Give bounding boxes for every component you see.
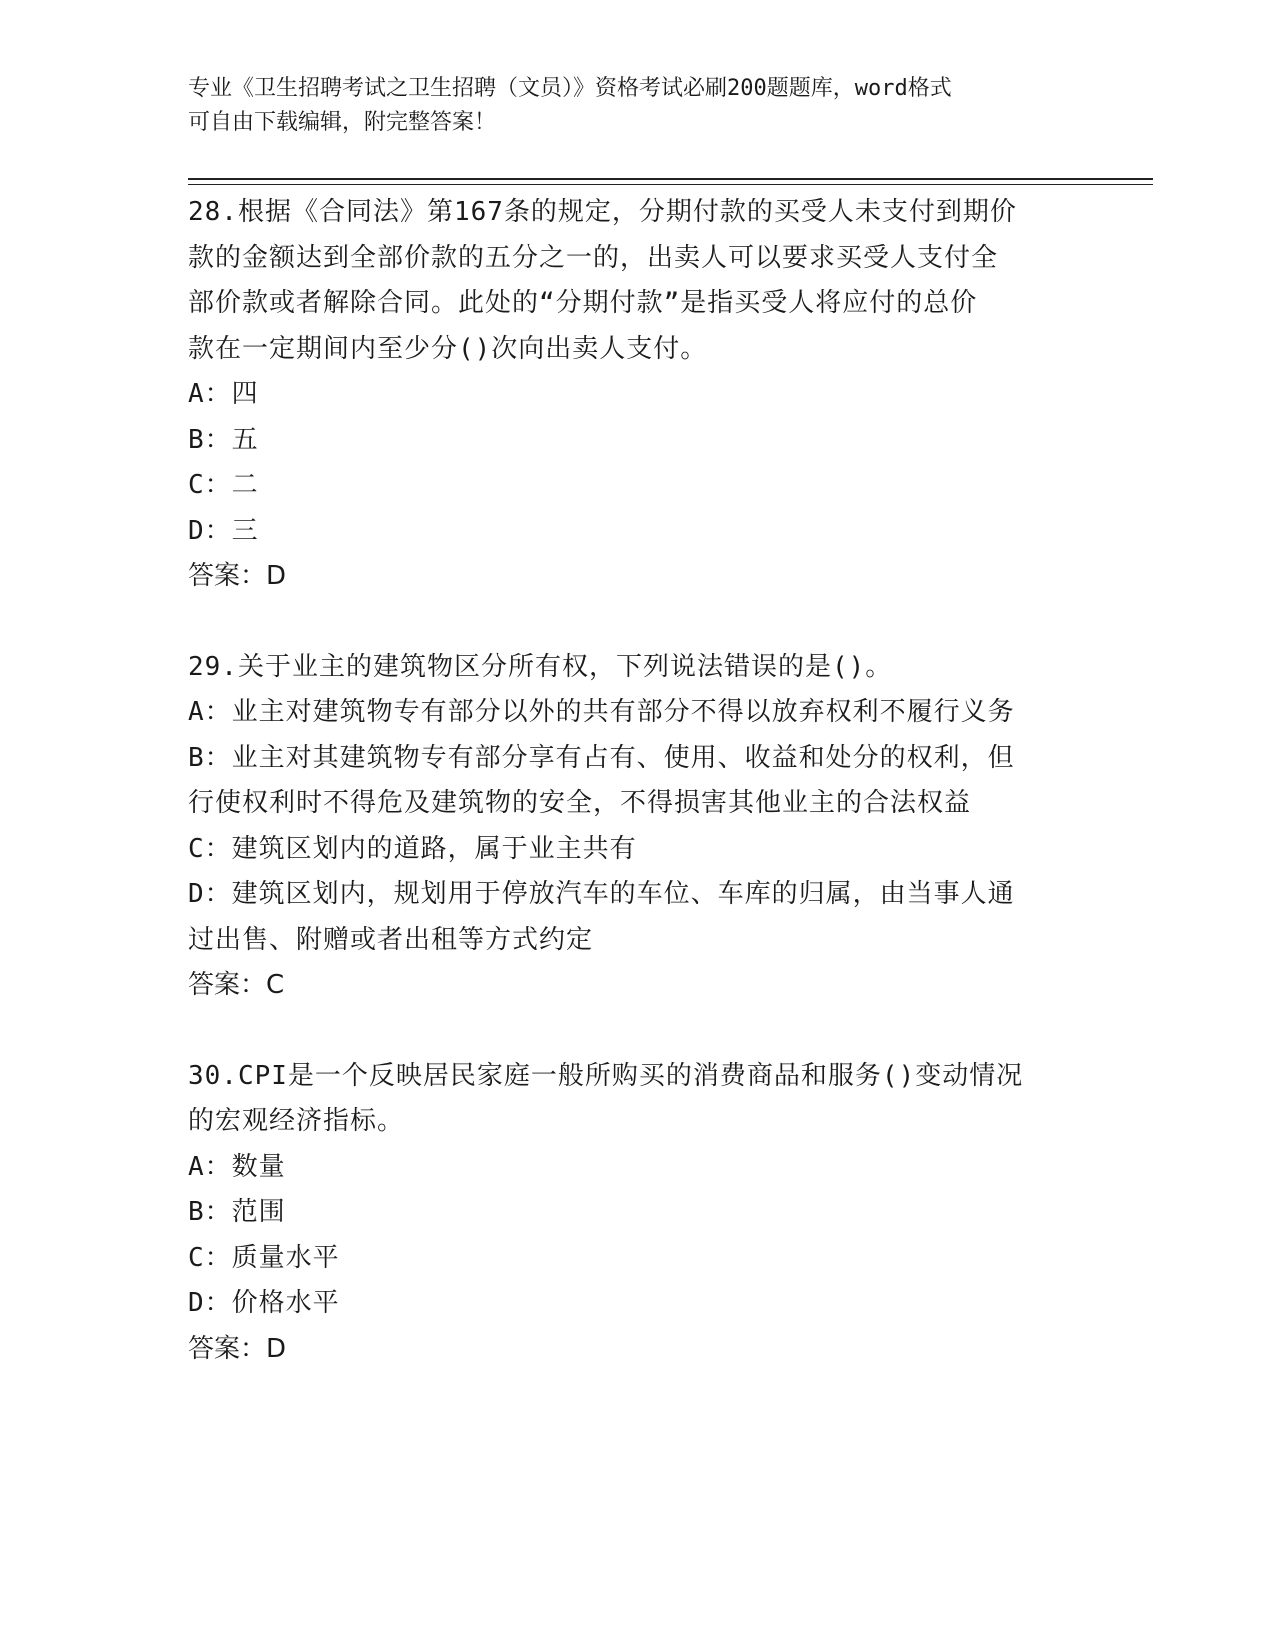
question-29 xyxy=(188,645,1088,1009)
question-text xyxy=(188,1054,1088,1145)
question-line: 30.CPI是一个反映居民家庭一般所购买的消费商品和服务()变动情况 xyxy=(188,1060,1024,1091)
answer-label: 答案：D xyxy=(188,561,287,591)
option-b: B：五 xyxy=(188,424,259,455)
question-line: 的宏观经济指标。 xyxy=(188,1106,405,1136)
option-a: A：业主对建筑物专有部分以外的共有部分不得以放弃权利不履行义务 xyxy=(188,697,1015,727)
question-spacer xyxy=(188,1009,1088,1054)
option-c: C：二 xyxy=(188,470,259,500)
question-line: 部价款或者解除合同。此处的“分期付款”是指买受人将应付的总价 xyxy=(188,288,978,318)
header-divider xyxy=(188,178,1153,180)
header-line-2: 可自由下载编辑，附完整答案！ xyxy=(188,110,497,135)
question-text xyxy=(188,645,1088,691)
option-b: B：业主对其建筑物专有部分享有占有、使用、收益和处分的权利，但 xyxy=(188,742,1015,773)
option-d: D：建筑区划内，规划用于停放汽车的车位、车库的归属，由当事人通 xyxy=(188,879,1015,909)
question-line: 29.关于业主的建筑物区分所有权，下列说法错误的是()。 xyxy=(188,651,893,682)
header-line-1: 专业《卫生招聘考试之卫生招聘（文员）》资格考试必刷200题题库，word格式 xyxy=(188,76,952,101)
header-divider-thin xyxy=(188,184,1153,185)
option-c: C：质量水平 xyxy=(188,1242,340,1273)
option-d: D：三 xyxy=(188,515,259,546)
option-a: A：四 xyxy=(188,379,259,409)
answer-label: 答案：C xyxy=(188,970,285,1000)
document-header xyxy=(188,72,1068,140)
question-28 xyxy=(188,190,1088,600)
option-d: D：价格水平 xyxy=(188,1288,340,1318)
question-line: 28.根据《合同法》第167条的规定，分期付款的买受人未支付到期价 xyxy=(188,197,1017,227)
question-text xyxy=(188,190,1088,372)
question-list xyxy=(188,190,1088,1372)
question-line: 款的金额达到全部价款的五分之一的，出卖人可以要求买受人支付全 xyxy=(188,242,999,273)
option-b-continued: 行使权利时不得危及建筑物的安全，不得损害其他业主的合法权益 xyxy=(188,788,972,818)
option-b: B：范围 xyxy=(188,1197,286,1227)
option-c: C：建筑区划内的道路，属于业主共有 xyxy=(188,833,637,864)
option-a: A：数量 xyxy=(188,1151,286,1182)
answer-label: 答案：D xyxy=(188,1333,287,1364)
question-line: 款在一定期间内至少分()次向出卖人支付。 xyxy=(188,333,708,364)
question-spacer xyxy=(188,600,1088,645)
option-d-continued: 过出售、附赠或者出租等方式约定 xyxy=(188,924,594,955)
question-30 xyxy=(188,1054,1088,1373)
